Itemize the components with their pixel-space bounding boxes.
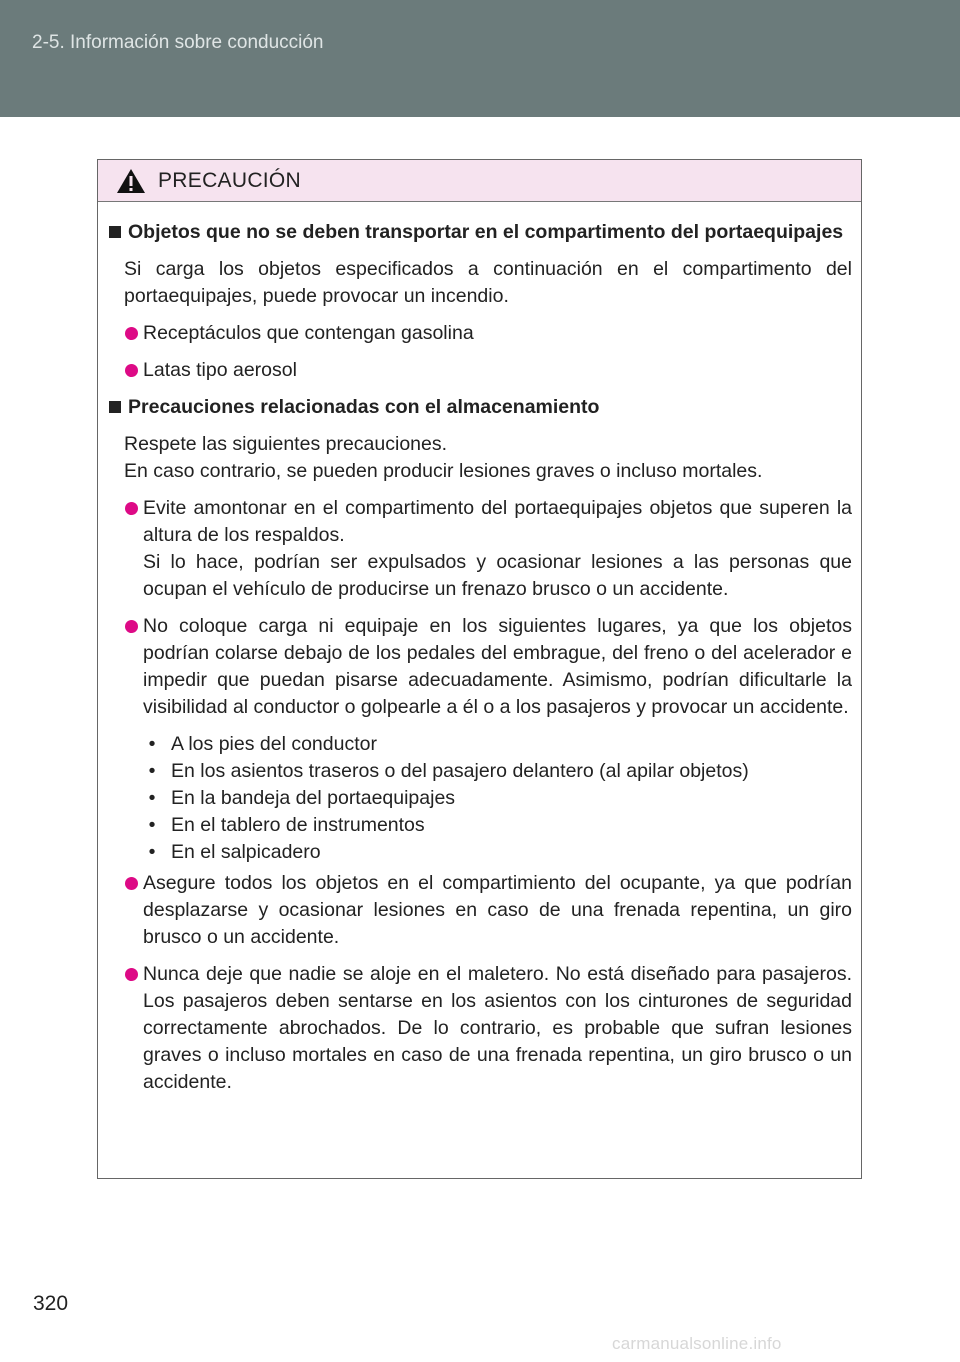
list-item: Nunca deje que nadie se aloje en el maletero. No está diseñado para pasajeros. Los pasajeros deben sentarse en los asientos con los cinturones de seguridad correctamente abrochados. De lo contrario, es probable que sufran lesiones graves o incluso mortales en caso de una frenada repentina, un giro brusco o un accidente.: [98, 961, 861, 1096]
list-item: Asegure todos los objetos en el compartimiento del ocupante, ya que podrían desplazarse y ocasionar lesiones en caso de una frenada repentina, un giro brusco o un accidente.: [98, 870, 861, 951]
list-item: Evite amontonar en el compartimento del portaequipajes objetos que superen la altura de los respaldos. Si lo hace, podrían ser expulsados y ocasionar lesiones a las personas que ocupan el vehículo de producirse un frenazo brusco o un accidente.: [98, 495, 861, 603]
bullet-dot-icon: [125, 364, 138, 377]
sub-list-item: • En el salpicadero: [148, 841, 321, 863]
sub-list-item: • En la bandeja del portaequipajes: [148, 787, 456, 809]
page-header: [0, 0, 960, 117]
list-item: Receptáculos que contengan gasolina: [98, 320, 861, 347]
section-heading: Precauciones relacionadas con el almacenamiento: [98, 394, 861, 421]
page-number: 320: [33, 1292, 69, 1315]
caution-header: [98, 160, 861, 202]
sub-list-item: • En los asientos traseros o del pasajero delantero (al apilar objetos): [148, 760, 749, 782]
caution-body: [98, 202, 861, 1096]
section-intro: Si carga los objetos especificados a continuación en el compartimento del portaequipajes, puede provocar un incendio.: [124, 258, 852, 307]
bullet-dot-icon: [125, 877, 138, 890]
warning-triangle-icon: [116, 168, 146, 194]
bullet-dot-icon: [125, 502, 138, 515]
bullet-dot-icon: [125, 327, 138, 340]
watermark: carmanualsonline.info: [612, 1334, 782, 1353]
header-title: 2-5. Información sobre conducción: [32, 32, 324, 53]
caution-box: [97, 159, 862, 1179]
caution-title: PRECAUCIÓN: [158, 169, 302, 192]
sub-list-item: • En el tablero de instrumentos: [148, 814, 425, 836]
square-bullet-icon: [109, 226, 121, 238]
square-bullet-icon: [109, 401, 121, 413]
sub-list: [98, 731, 861, 866]
list-item: Latas tipo aerosol: [98, 357, 861, 384]
sub-list-item: • A los pies del conductor: [148, 733, 377, 755]
section-intro: Respete las siguientes precauciones. En caso contrario, se pueden producir lesiones graves o incluso mortales.: [124, 433, 763, 482]
section-heading: Objetos que no se deben transportar en el compartimento del portaequipajes: [98, 219, 861, 246]
bullet-dot-icon: [125, 620, 138, 633]
bullet-dot-icon: [125, 968, 138, 981]
list-item: No coloque carga ni equipaje en los siguientes lugares, ya que los objetos podrían colarse debajo de los pedales del embrague, del freno o del acelerador e impedir que puedan pisarse adecuadamente. Asimismo, podrían dificultarle la visibilidad al conductor o golpearle a él o a los pasajeros y provocar un accidente.: [98, 613, 861, 721]
